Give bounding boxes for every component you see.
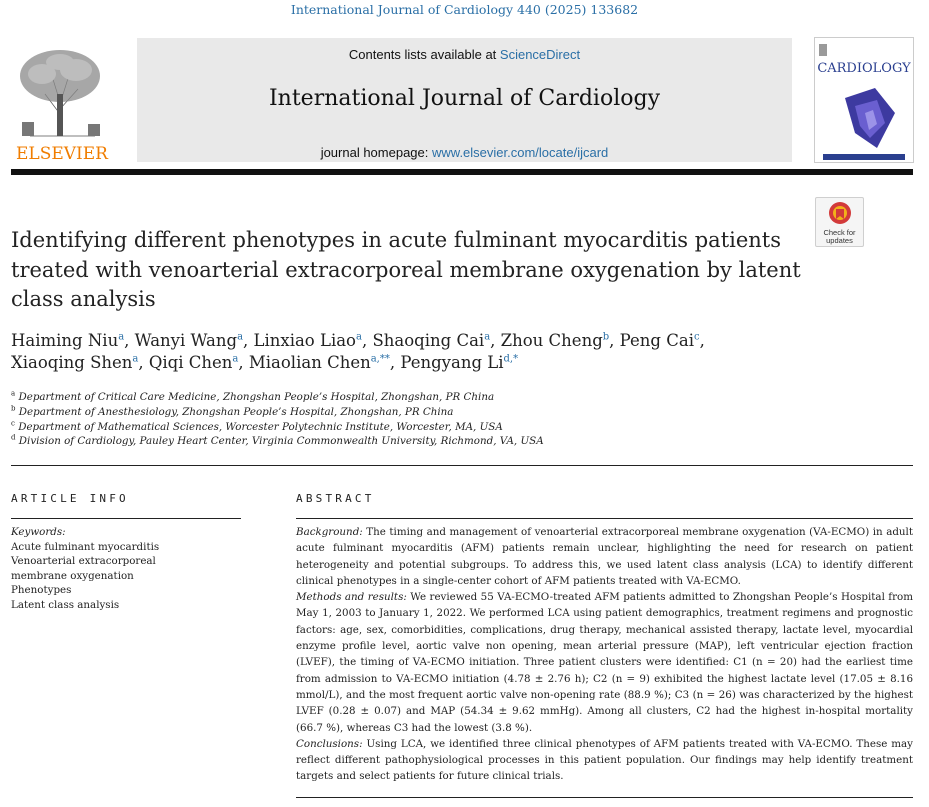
journal-cover-image[interactable]	[814, 37, 914, 163]
divider	[11, 465, 913, 466]
homepage-prefix: journal homepage:	[320, 145, 432, 160]
author[interactable]: Wanyi Wang$^a$	[134, 331, 244, 350]
affiliation-item: $^b$ Department of Anesthesiology, Zhongshan People’s Hospital, Zhongshan, PR China	[11, 404, 454, 418]
keyword-item[interactable]: Acute fulminant myocarditis	[11, 540, 160, 553]
abstract-methods: Methods and results: We reviewed 55 VA-ECMO-treated AFM patients admitted to Zhongshan People’s Hospital from May 1, 2003 to January 1, 2022. We performed LCA using patient demographics, treatment regimens and prognostic factors: age, sex, comorbidities, complications, drug therapy, mechanical assisted therapy, lactate level, myocardial enzyme profile level, aortic valve non opening, mean arterial pressure (MAP), left ventricular ejection fraction (LVEF), the timing of VA-ECMO initiation. Three patient clusters were identified: C1 (n = 20) had the earliest time from admission to VA-ECMO initiation (4.78 ± 2.76 h); C2 (n = 9) exhibited the highest lactate level (17.05 ± 8.16 mmol/L), and the most frequent aortic valve non-opening rate (88.9 %); C3 (n = 26) was characterized by the highest LVEF (0.28 ± 0.07) and MAP (54.34 ± 9.62 mmHg). Among all clusters, C2 had the highest in-hospital mortality (66.7 %), whereas C3 had the lowest (3.8 %).	[296, 591, 913, 734]
homepage-line	[137, 145, 792, 160]
elsevier-tree-icon	[10, 44, 114, 162]
check-updates-icon	[828, 201, 852, 227]
author[interactable]: Xiaoqing Shen$^a$	[11, 353, 139, 372]
abstract-bottom-rule	[296, 797, 913, 798]
abstract-body	[296, 524, 913, 785]
affiliation-item: $^d$ Division of Cardiology, Pauley Heart Center, Virginia Commonwealth University, Richmond, VA, USA	[11, 433, 544, 448]
author[interactable]: Miaolian Chen$^{a,**}$	[248, 353, 390, 372]
author[interactable]: Shaoqing Cai$^a$	[372, 331, 491, 350]
journal-reference[interactable]: International Journal of Cardiology 440 (2025) 133682	[290, 2, 639, 17]
sciencedirect-link[interactable]: ScienceDirect	[499, 47, 581, 62]
article-info-rule	[11, 518, 241, 519]
cover-title: CARDIOLOGY	[817, 61, 911, 76]
author[interactable]: Haiming Niu$^a$	[11, 331, 125, 350]
author[interactable]: Qiqi Chen$^a$	[148, 353, 239, 372]
keyword-item[interactable]: Phenotypes	[11, 584, 72, 596]
check-updates-line1: Check for	[823, 228, 856, 237]
elsevier-logo[interactable]	[10, 44, 114, 162]
author[interactable]: Zhou Cheng$^b$	[500, 331, 610, 350]
affiliation-item: $^a$ Department of Critical Care Medicine, Zhongshan People’s Hospital, Zhongshan, PR China	[11, 389, 495, 403]
contents-prefix: Contents lists available at	[348, 47, 500, 62]
paper-title: Identifying different phenotypes in acute fulminant myocarditis patients treated with venoarterial extracorporeal membrane oxygenation by latent class analysis	[11, 228, 801, 311]
check-for-updates-button[interactable]	[815, 197, 864, 247]
contents-line	[137, 47, 792, 62]
keywords-block	[11, 525, 241, 612]
keyword-item[interactable]: Latent class analysis	[11, 598, 120, 611]
affiliation-item: $^c$ Department of Mathematical Sciences, Worcester Polytechnic Institute, Worcester, MA, USA	[11, 419, 503, 433]
publisher-wordmark: ELSEVIER	[16, 144, 108, 162]
homepage-link[interactable]: www.elsevier.com/locate/ijcard	[432, 145, 609, 160]
keywords-label: Keywords:	[11, 526, 66, 538]
article-info-heading: ARTICLE INFO	[11, 492, 129, 505]
check-updates-line2: updates	[826, 236, 853, 245]
abstract-conclusions: Conclusions: Using LCA, we identified three clinical phenotypes of AFM patients treated with VA-ECMO. These may reflect different pathophysiological processes in this patient population. Our findings may help identify treatment targets and select patients for future clinical trials.	[296, 737, 913, 783]
cover-art-icon	[815, 38, 913, 162]
journal-title: International Journal of Cardiology	[268, 86, 661, 111]
author[interactable]: Linxiao Liao$^a$	[253, 331, 362, 350]
author[interactable]: Pengyang $Li^{d,*}$	[400, 353, 519, 372]
abstract-heading: ABSTRACT	[296, 492, 375, 505]
affiliations	[11, 390, 911, 449]
abstract-background: Background: The timing and management of venoarterial extracorporeal membrane oxygenation (VA-ECMO) in adult acute fulminant myocarditis (AFM) patients remain unclear, highlighting the need for research on patient heterogeneity and potential subgroups. To address this, we used latent class analysis (LCA) to identify different clinical phenotypes in a single-center cohort of AFM patients treated with VA-ECMO.	[296, 526, 913, 587]
header-divider	[11, 169, 913, 175]
abstract-rule	[296, 518, 913, 519]
author-list: Haiming Niu$^a$, Wanyi Wang$^a$, Linxiao Liao$^a$, Shaoqing Cai$^a$, Zhou Cheng$^b$, Peng Cai$^c$, Xiaoqing Shen$^a$, Qiqi Chen$^a$, Miaolian Chen$^{a,**}$, Pengyang $Li^{d,*}$	[11, 331, 705, 372]
author[interactable]: Peng Cai$^c$	[619, 331, 700, 350]
keyword-item[interactable]: Venoarterial extracorporeal membrane oxygenation	[11, 555, 156, 582]
